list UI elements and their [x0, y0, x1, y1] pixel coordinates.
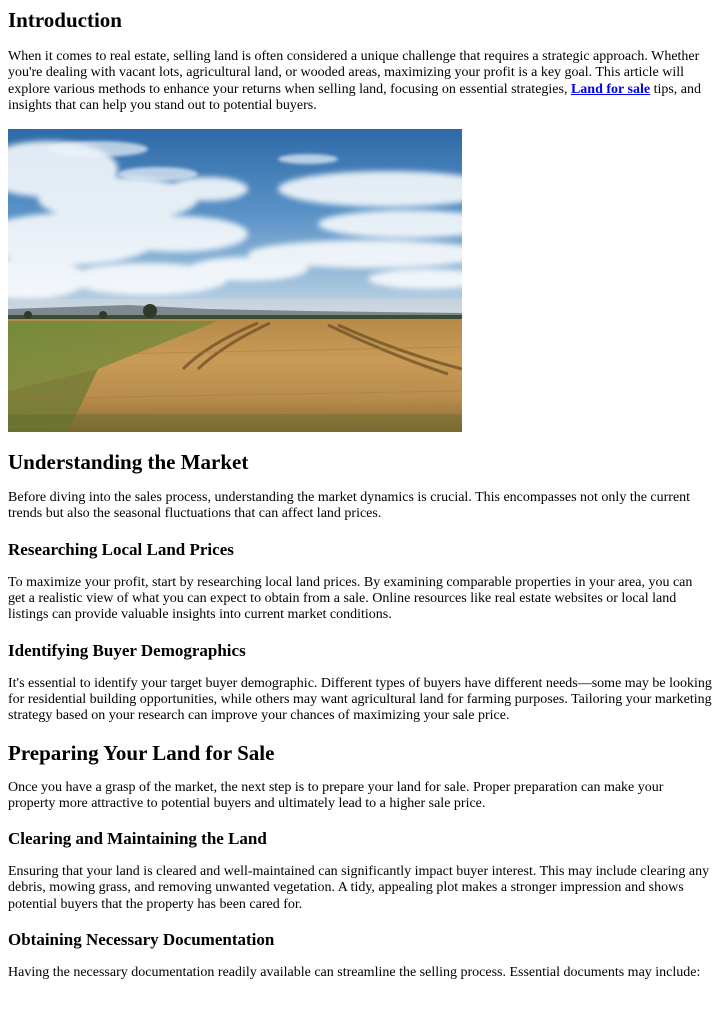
demographics-heading: Identifying Buyer Demographics [8, 640, 246, 660]
clearing-heading: Clearing and Maintaining the Land [8, 829, 267, 849]
clearing-paragraph: Ensuring that your land is cleared and well-maintained can significantly impact buyer interest. This may include clearing any debris, mowing grass, and removing unwanted vegetation. A tidy, appealing plot makes a stronger impression and shows potential buyers that the property has been cared for. [8, 864, 710, 912]
hero-image [8, 129, 462, 432]
documentation-heading: Obtaining Necessary Documentation [8, 930, 275, 950]
land-for-sale-link[interactable]: Land for sale [570, 81, 651, 97]
intro-text-end: tips, and insights that can help you stand out to potential buyers. [8, 81, 702, 113]
research-paragraph: To maximize your profit, start by researching local land prices. By examining comparable properties in your area, you can get a realistic view of what you can expect to obtain from a sale. Online resources like real estate websites or local land listings can provide valuable insights into current market conditions. [8, 574, 693, 623]
market-paragraph: Before diving into the sales process, understanding the market dynamics is crucial. This encompasses not only the current trends but also the seasonal fluctuations that can affect land prices. [8, 490, 691, 522]
documentation-paragraph: Having the necessary documentation readily available can streamline the selling process. Essential documents may include: [8, 965, 701, 981]
prepare-paragraph: Once you have a grasp of the market, the next step is to prepare your land for sale. Proper preparation can make your property more attractive to potential buyers and ultimately lead to a higher sale price. [8, 779, 664, 811]
article [0, 7, 720, 981]
intro-heading: Introduction [8, 8, 122, 32]
research-heading: Researching Local Land Prices [8, 539, 234, 559]
intro-paragraph [8, 49, 712, 114]
intro-text-start: When it comes to real estate, selling land is often considered a unique challenge that requires a strategic approach. Whether you're dealing with vacant lots, agricultural land, or wooded areas, maximizing your profit is a key goal. This article will explore various methods to enhance your returns when selling land, focusing on essential strategies, [8, 49, 700, 97]
demographics-paragraph: It's essential to identify your target buyer demographic. Different types of buyers have different needs—some may be looking for residential building opportunities, while others may want agricultural land for farming purposes. Tailoring your marketing strategy based on your research can improve your chances of maximizing your sale price. [8, 675, 712, 724]
market-heading: Understanding the Market [8, 450, 249, 475]
prepare-heading: Preparing Your Land for Sale [8, 740, 275, 765]
